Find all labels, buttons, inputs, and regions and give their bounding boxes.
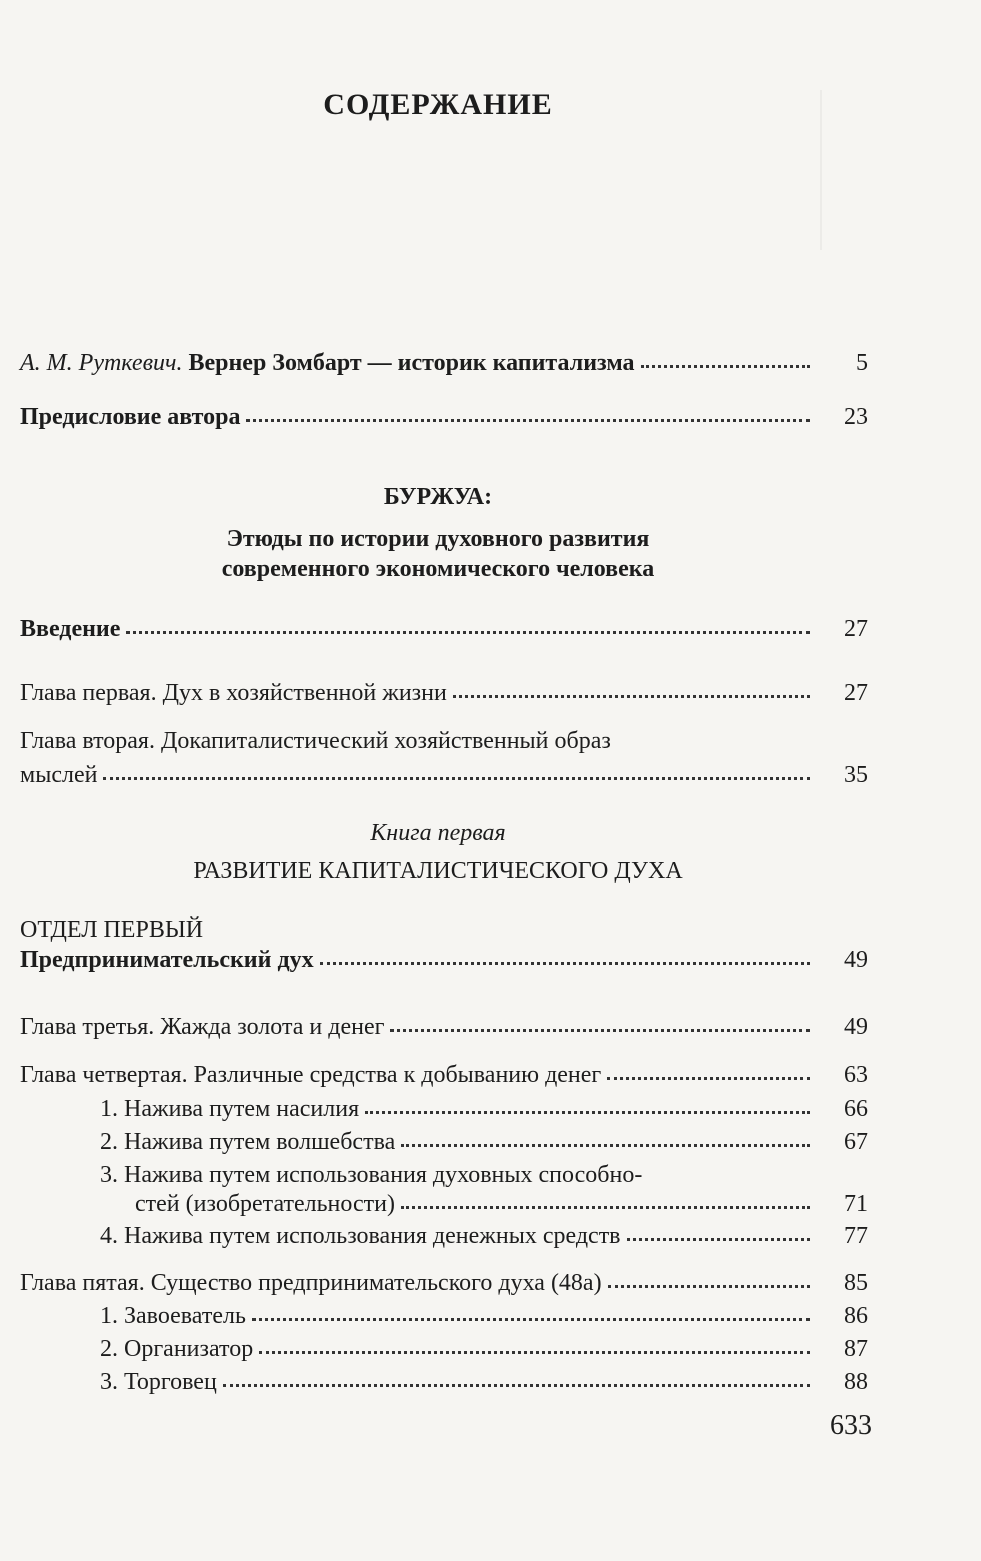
page-ref: 86 xyxy=(844,1303,868,1329)
chapter-2-line-1: Глава вторая. Докапиталистический хозяйственный образ xyxy=(20,728,611,754)
toc-subentry xyxy=(100,1219,868,1253)
part-title: РАЗВИТИЕ КАПИТАЛИСТИЧЕСКОГО ДУХА xyxy=(193,858,683,884)
entry-title: стей (изобретательности) xyxy=(135,1191,395,1217)
dot-leader xyxy=(608,1279,810,1288)
page-title: СОДЕРЖАНИЕ xyxy=(323,88,553,121)
dot-leader xyxy=(607,1071,810,1080)
entry-title: Глава первая. Дух в хозяйственной жизни xyxy=(20,680,447,706)
section-label: ОТДЕЛ ПЕРВЫЙ xyxy=(20,917,204,943)
toc-subentry xyxy=(100,1365,868,1399)
dot-leader xyxy=(401,1138,810,1147)
toc-subentry xyxy=(100,1125,868,1159)
page-ref: 85 xyxy=(844,1270,868,1296)
toc-entry-section-1 xyxy=(20,943,868,977)
toc-entry-chapter-1 xyxy=(20,676,868,710)
toc-entry-preface xyxy=(20,400,868,434)
toc-subentry xyxy=(100,1332,868,1366)
subentry-line-1: 3. Нажива путем использования духовных способно- xyxy=(100,1162,643,1188)
toc-entry-chapter-2 xyxy=(20,758,868,792)
dot-leader xyxy=(320,956,810,965)
entry-author: А. М. Руткевич. xyxy=(20,350,183,376)
dot-leader xyxy=(246,413,810,422)
toc-subentry xyxy=(100,1092,868,1126)
page-ref: 5 xyxy=(856,350,868,376)
part-label: Книга первая xyxy=(370,820,506,846)
page-ref: 23 xyxy=(844,404,868,430)
page-ref: 71 xyxy=(844,1191,868,1217)
page-ref: 49 xyxy=(844,947,868,973)
book-title: БУРЖУА: xyxy=(383,484,493,510)
dot-leader xyxy=(627,1232,810,1241)
dot-leader xyxy=(453,689,810,698)
entry-title: Предпринимательский дух xyxy=(20,947,314,973)
toc-entry-introduction xyxy=(20,612,868,646)
book-subtitle-2: современного экономического человека xyxy=(221,556,655,582)
dot-leader xyxy=(126,625,810,634)
page-ref: 63 xyxy=(844,1062,868,1088)
dot-leader xyxy=(103,771,810,780)
page-ref: 67 xyxy=(844,1129,868,1155)
page-ref: 66 xyxy=(844,1096,868,1122)
toc-subentry xyxy=(100,1299,868,1333)
entry-title: 2. Организатор xyxy=(100,1336,254,1362)
entry-title: 1. Завоеватель xyxy=(100,1303,246,1329)
page-ref: 88 xyxy=(844,1369,868,1395)
entry-title: 4. Нажива путем использования денежных средств xyxy=(100,1223,621,1249)
toc-entry-chapter-3 xyxy=(20,1010,868,1044)
toc-subentry xyxy=(135,1187,868,1221)
page-ref: 27 xyxy=(844,616,868,642)
entry-title: 1. Нажива путем насилия xyxy=(100,1096,360,1122)
entry-title: Предисловие автора xyxy=(20,404,241,430)
entry-title: Вернер Зомбарт — историк капитализма xyxy=(188,350,635,376)
dot-leader xyxy=(401,1200,810,1209)
book-subtitle-1: Этюды по истории духовного развития xyxy=(226,526,650,552)
entry-title: Глава третья. Жажда золота и денег xyxy=(20,1014,385,1040)
entry-title: Глава четвертая. Различные средства к добыванию денег xyxy=(20,1062,602,1088)
toc-entry-chapter-5 xyxy=(20,1266,868,1300)
page-ref: 87 xyxy=(844,1336,868,1362)
toc-entry-chapter-4 xyxy=(20,1058,868,1092)
entry-title: Глава пятая. Существо предпринимательского духа (48а) xyxy=(20,1270,602,1296)
page-number: 633 xyxy=(830,1410,872,1441)
page-ref: 77 xyxy=(844,1223,868,1249)
dot-leader xyxy=(259,1345,810,1354)
dot-leader xyxy=(390,1023,810,1032)
dot-leader xyxy=(252,1312,810,1321)
dot-leader xyxy=(641,359,810,368)
entry-title: 3. Торговец xyxy=(100,1369,217,1395)
entry-title: 2. Нажива путем волшебства xyxy=(100,1129,396,1155)
dot-leader xyxy=(365,1105,810,1114)
entry-title: Введение xyxy=(20,616,121,642)
dot-leader xyxy=(223,1378,810,1387)
page-ref: 35 xyxy=(844,762,868,788)
entry-title: мыслей xyxy=(20,762,98,788)
page-ref: 27 xyxy=(844,680,868,706)
toc-entry-rutkevich xyxy=(20,346,868,380)
page-ref: 49 xyxy=(844,1014,868,1040)
